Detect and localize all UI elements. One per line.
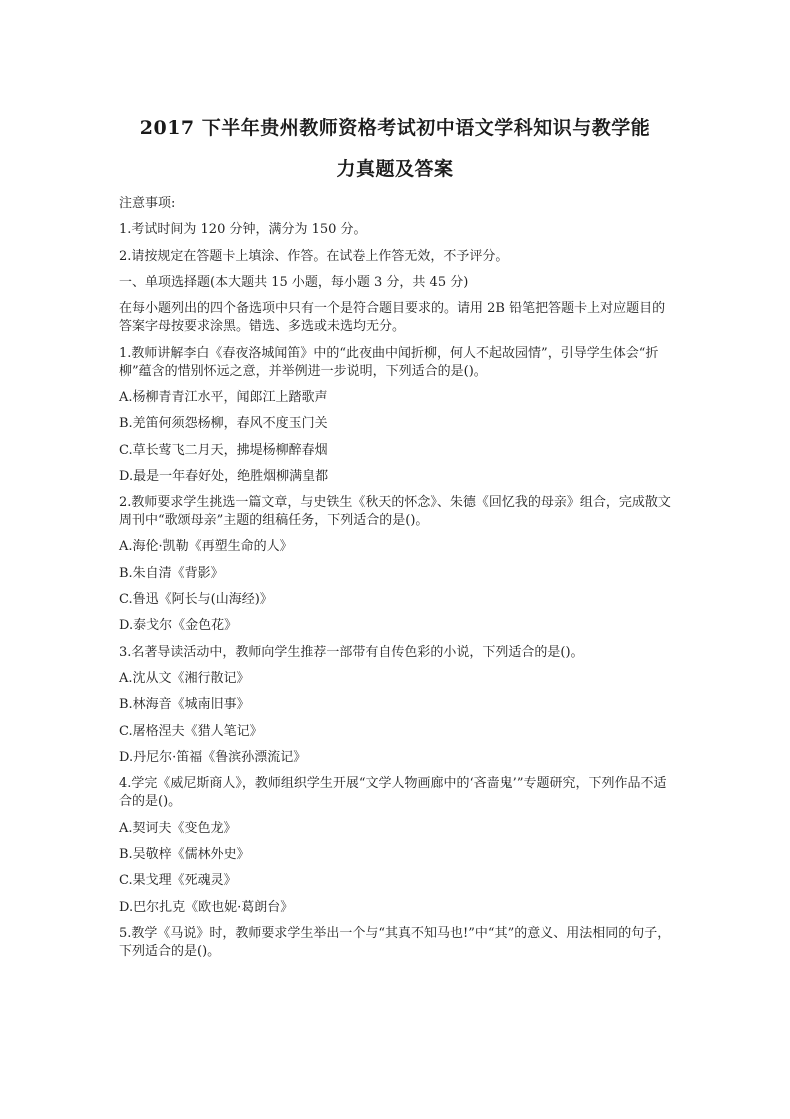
question-4-option-d: D.巴尔扎克《欧也妮·葛朗台》 (119, 899, 294, 915)
question-2-option-b: B.朱自清《背影》 (119, 565, 224, 581)
question-2-stem: 2.教师要求学生挑选一篇文章，与史铁生《秋天的怀念》、朱德《回忆我的母亲》组合，完成散文周刊中“歌颂母亲”主题的组稿任务，下列适合的是()。 (119, 495, 671, 529)
document-title-line-1: 2017 下半年贵州教师资格考试初中语文学科知识与教学能 (139, 117, 651, 139)
question-3-option-b: B.林海音《城南旧事》 (119, 697, 250, 713)
question-2-option-a: A.海伦·凯勒《再塑生命的人》 (119, 539, 293, 555)
question-1-option-b: B.羌笛何须怨杨柳，春风不度玉门关 (119, 416, 328, 432)
question-3-option-a: A.沈从文《湘行散记》 (119, 671, 250, 687)
notice-item-2: 2.请按规定在答题卡上填涂、作答。在试卷上作答无效，不予评分。 (119, 248, 509, 264)
question-4-option-b: B.吴敬梓《儒林外史》 (119, 846, 250, 862)
section-instruction: 在每小题列出的四个备选项中只有一个是符合题目要求的。请用 2B 铅笔把答题卡上对应题目的答案字母按要求涂黑。错选、多选或未选均无分。 (119, 301, 666, 335)
question-3-option-c: C.屠格涅夫《猎人笔记》 (119, 723, 263, 739)
question-2-option-d: D.泰戈尔《金色花》 (119, 618, 238, 634)
section-heading: 一、单项选择题(本大题共 15 小题，每小题 3 分，共 45 分) (119, 274, 469, 290)
question-4-stem: 4.学完《威尼斯商人》，教师组织学生开展“文学人物画廊中的‘吝啬鬼’”专题研究，下列作品不适合的是()。 (119, 776, 667, 810)
document-body (119, 195, 674, 969)
document-title-line-2: 力真题及答案 (336, 158, 454, 180)
question-1-option-a: A.杨柳青青江水平，闻郎江上踏歌声 (119, 389, 328, 405)
question-4-option-c: C.果戈理《死魂灵》 (119, 873, 237, 889)
question-1-option-c: C.草长莺飞二月天，拂堤杨柳醉春烟 (119, 442, 328, 458)
notice-heading: 注意事项: (119, 196, 176, 211)
question-1-stem: 1.教师讲解李白《春夜洛城闻笛》中的“此夜曲中闻折柳，何人不起故园情”，引导学生体会“折柳”蕴含的惜别怀远之意，并举例进一步说明，下列适合的是()。 (119, 345, 659, 379)
question-1-option-d: D.最是一年春好处，绝胜烟柳满皇都 (119, 468, 329, 484)
question-3-stem: 3.名著导读活动中，教师向学生推荐一部带有自传色彩的小说，下列适合的是()。 (119, 644, 584, 660)
question-3-option-d: D.丹尼尔·笛福《鲁滨孙漂流记》 (119, 750, 307, 766)
question-2-option-c: C.鲁迅《阿长与(山海经)》 (119, 592, 273, 608)
notice-item-1: 1.考试时间为 120 分钟，满分为 150 分。 (119, 222, 367, 238)
question-4-option-a: A.契诃夫《变色龙》 (119, 820, 237, 836)
question-5-stem: 5.教学《马说》时，教师要求学生举出一个与“其真不知马也!”中“其”的意义、用法相同的句子，下列适合的是()。 (119, 925, 671, 959)
